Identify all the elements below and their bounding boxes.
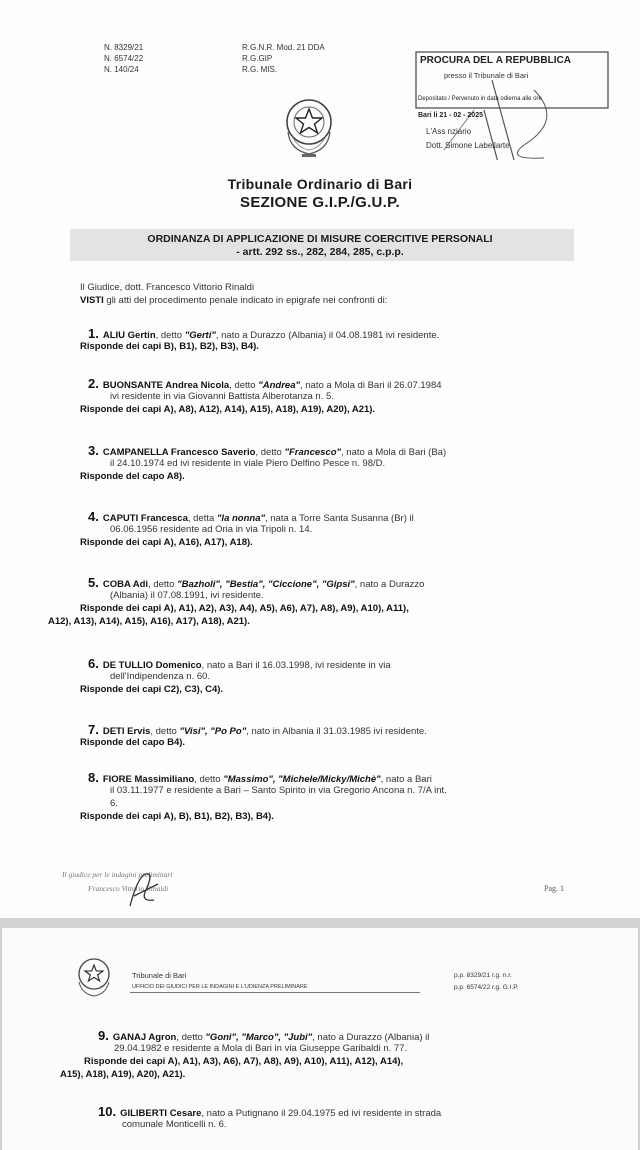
charges-line: A15), A18), A19), A20), A21). [60,1069,186,1080]
charges-line: A12), A13), A14), A15), A16), A17), A18), A21). [48,616,250,627]
defendant-detail-line: il 03.11.1977 e residente a Bari – Santo Spirito in via Gregorio Ancona n. 7/A int. [110,785,447,796]
defendant-alias: "Francesco" [284,447,342,458]
defendant-detail-line: (Albania) il 07.08.1991, ivi residente. [110,590,264,601]
defendant-alias: "Goni", "Marco", "Jubi" [205,1032,313,1043]
defendant-heading [88,575,424,590]
defendant-alias: "la nonna" [216,513,265,524]
defendant-heading [98,1028,429,1043]
charges-line: Risponde dei capi A), A16), A17), A18). [80,537,253,548]
defendant-name: CAPUTI Francesca [102,513,188,524]
page2-ref-line: p.p. 6574/22 r.g. G.I.P. [454,984,519,991]
defendant-detail: , detto [176,1032,206,1043]
defendant-detail: , nato a Mola di Bari (Ba) [341,447,447,458]
charges-line: Risponde dei capi A), A1), A3), A6), A7), A8), A9), A10), A11), A12), A14), [84,1056,404,1067]
italian-republic-emblem-small [74,954,114,998]
defendant-detail: , detta [187,513,217,524]
defendant-name: FIORE Massimiliano [102,774,195,785]
stamp-deposit-text: Depositato / Pervenuto in data odierna alle ore [418,96,542,102]
register-codes [242,42,325,75]
defendant-detail: , nato a Bari [380,774,432,785]
italian-republic-emblem [280,92,338,160]
judge-line: Il Giudice, dott. Francesco Vittorio Rinaldi [80,282,255,293]
docket-line: N. 8329/21 [104,43,144,52]
defendant-number: 3. [88,443,99,458]
defendant-number: 10. [98,1104,117,1119]
defendant-number: 5. [88,575,99,590]
defendant-detail: , detto [194,774,224,785]
defendant-heading [88,770,432,785]
defendant-name: COBA Adi [102,579,149,590]
defendant-number: 1. [88,326,99,341]
defendant-detail-line: 6. [110,798,118,809]
document-page-2 [2,928,638,1150]
defendant-detail: , nato a Bari il 16.03.1998, ivi residente in via [201,660,391,671]
defendant-number: 6. [88,656,99,671]
defendant-name: BUONSANTE Andrea Nicola [102,380,230,391]
visti-text: gli atti del procedimento penale indicato in epigrafe nei confronti di: [103,295,388,306]
court-name: Tribunale Ordinario di Bari [227,176,413,192]
defendant-name: CAMPANELLA Francesco Saverio [102,447,256,458]
stamp-title: PROCURA DEL A REPUBBLICA [420,55,571,66]
defendant-heading [88,722,427,737]
docket-numbers [104,42,143,75]
visti-label: VISTI [80,295,104,306]
defendant-detail: , detto [150,726,180,737]
register-line: R.G.N.R. Mod. 21 DDA [242,43,325,52]
charges-line: Risponde dei capi A), B), B1), B2), B3), B4). [80,811,274,822]
defendant-name: ALIU Gertin [102,330,156,341]
court-section: SEZIONE G.I.P./G.U.P. [240,194,400,211]
defendant-detail: , nato a Durazzo [354,579,425,590]
defendant-alias: "Andrea" [258,380,300,391]
defendant-number: 4. [88,509,99,524]
charges-line: Risponde dei capi C2), C3), C4). [80,684,224,695]
defendant-number: 9. [98,1028,109,1043]
header-rule [130,992,420,993]
page2-ref-line: p.p. 8329/21 r.g. n.r. [454,972,512,979]
stamp-official-name: Dott. Simone Labellarte [426,141,510,150]
defendant-heading [98,1104,441,1119]
defendant-name: GILIBERTI Cesare [120,1108,202,1119]
defendant-detail-line: il 24.10.1974 ed ivi residente in viale Piero Delfino Pesce n. 98/D. [110,458,386,469]
charges-line: Risponde dei capi A), A8), A12), A14), A15), A18), A19), A20), A21). [80,404,376,415]
defendant-detail: , nata a Torre Santa Susanna (Br) il [265,513,414,524]
defendant-detail: , nato a Mola di Bari il 26.07.1984 [300,380,442,391]
docket-line: N. 140/24 [104,65,139,74]
visti-line [80,295,387,306]
defendant-detail-line: dell'Indipendenza n. 60. [110,671,211,682]
defendant-alias: "Visi", "Po Po" [179,726,247,737]
defendant-detail: , detto [155,330,185,341]
defendant-heading [88,326,439,341]
defendant-detail: , detto [148,579,178,590]
charges-line: Risponde dei capi A), A1), A2), A3), A4), A5), A6), A7), A8), A9), A10), A11), [80,603,409,614]
defendant-number: 8. [88,770,99,785]
defendant-detail-line: comunale Monticelli n. 6. [122,1119,227,1130]
defendant-name: DE TULLIO Domenico [102,660,202,671]
register-line: R.G. MIS. [242,65,278,74]
stamp-official-role: L'Ass nziario [426,127,472,136]
signature-caption: Il giudice per le indagini preliminari [62,870,173,879]
defendant-detail: , detto [255,447,285,458]
defendant-detail: , nato a Durazzo (Albania) il [312,1032,430,1043]
defendant-name: DETI Ervis [102,726,151,737]
defendant-heading [88,656,391,671]
defendant-name: GANAJ Agron [112,1032,177,1043]
defendant-detail: , detto [229,380,259,391]
defendant-alias: "Massimo", "Michele/Micky/Michè" [223,774,381,785]
charges-line: Risponde dei capi B), B1), B2), B3), B4). [80,341,259,352]
defendant-heading [88,509,414,524]
page2-office-name: UFFICIO DEI GIUDICI PER LE INDAGINI E L'UDIENZA PRELIMINARE [132,984,308,990]
defendant-detail-line: ivi residente in via Giovanni Battista Alberotanza n. 5. [110,391,334,402]
defendant-detail-line: 06.06.1956 residente ad Oria in via Tripoli n. 14. [110,524,313,535]
stamp-date: Bari li 21 - 02 - 2025 [418,112,483,119]
page2-court-name: Tribunale di Bari [132,971,187,980]
defendant-detail-line: 29.04.1982 e residente a Mola di Bari in via Giuseppe Garibaldi n. 77. [114,1043,408,1054]
defendant-heading [88,443,446,458]
stamp-subtitle: presso il Tribunale di Bari [444,71,529,80]
docket-line: N. 6574/22 [104,54,144,63]
defendant-alias: "Bazholi", "Bestia", "Ciccione", "Gipsi" [177,579,355,590]
defendant-detail: , nato a Putignano il 29.04.1975 ed ivi residente in strada [201,1108,442,1119]
handwritten-signature [124,866,164,910]
defendant-number: 7. [88,722,99,737]
defendant-number: 2. [88,376,99,391]
register-line: R.G.GIP [242,54,273,63]
defendant-alias: "Gerti" [184,330,216,341]
ordinance-articles: - artt. 292 ss., 282, 284, 285, c.p.p. [236,246,404,258]
defendant-heading [88,376,442,391]
ordinance-title: ORDINANZA DI APPLICAZIONE DI MISURE COERCITIVE PERSONALI [147,233,493,245]
charges-line: Risponde del capo B4). [80,737,186,748]
charges-line: Risponde del capo A8). [80,471,185,482]
defendant-detail: , nato a Durazzo (Albania) il 04.08.1981 ivi residente. [215,330,440,341]
page-number: Pag. 1 [544,884,564,893]
defendant-detail: , nato in Albania il 31.03.1985 ivi residente. [246,726,427,737]
signature-name: Francesco Vittorio Rinaldi [88,884,169,893]
